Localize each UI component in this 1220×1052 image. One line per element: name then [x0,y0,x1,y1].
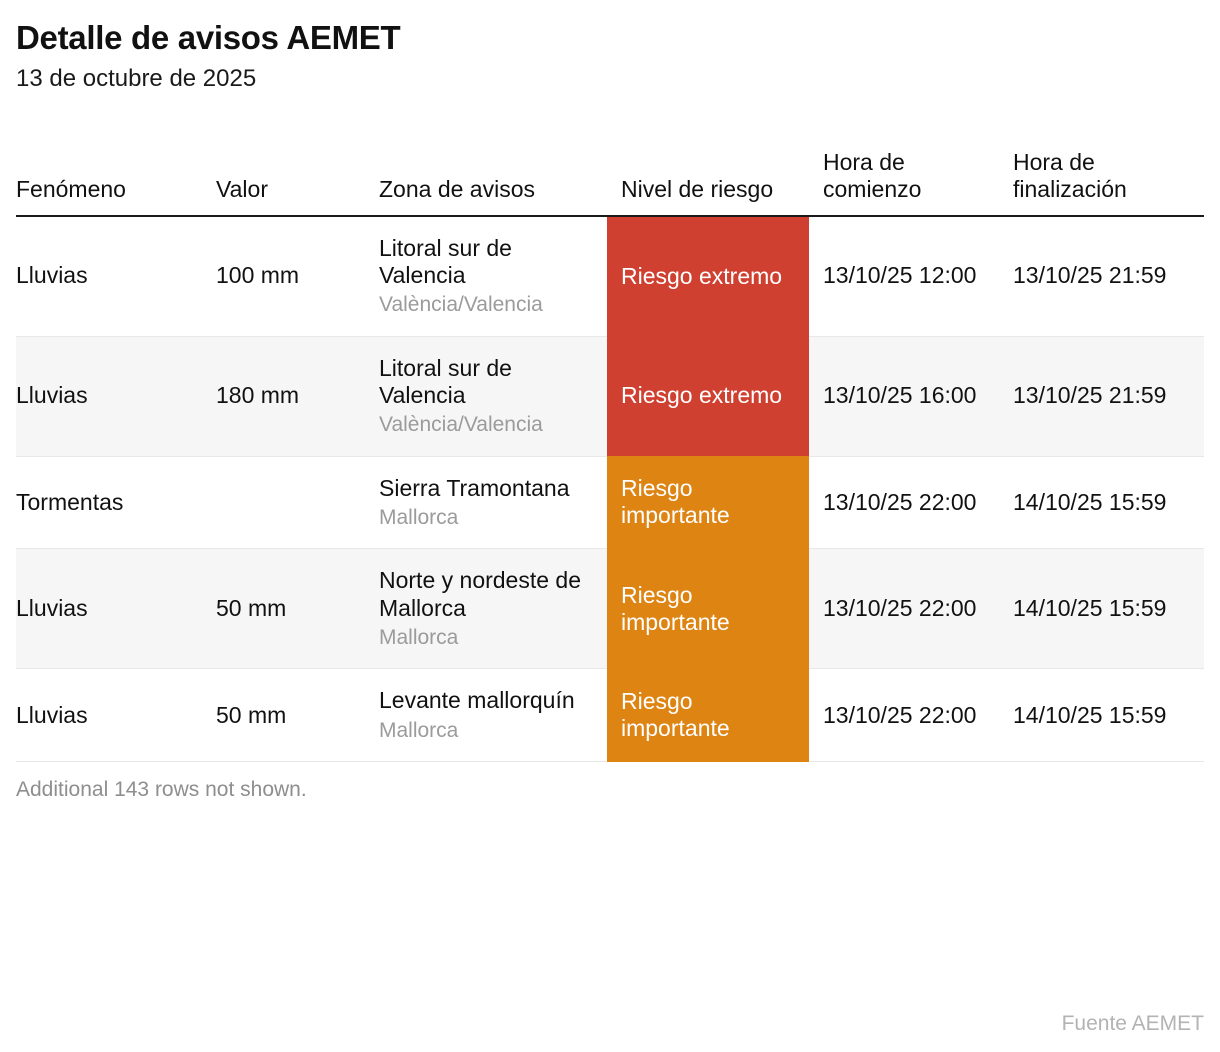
cell-hora-comienzo: 13/10/25 12:00 [809,216,999,337]
cell-fenomeno: Lluvias [16,549,216,669]
cell-hora-comienzo: 13/10/25 22:00 [809,549,999,669]
zona-name: Litoral sur de Valencia [379,234,512,288]
column-header-hora-finalizacion: Hora de finalización [1013,148,1127,202]
avisos-table [16,149,1204,763]
column-header-zona: Zona de avisos [379,175,535,202]
table-body [16,216,1204,762]
cell-valor: 180 mm [216,336,379,456]
table-header [16,149,1204,216]
cell-hora-finalizacion: 14/10/25 15:59 [999,669,1204,762]
cell-nivel-riesgo: Riesgo importante [607,456,809,549]
cell-zona [379,549,607,669]
table-row [16,669,1204,762]
zona-province: València/Valencia [379,292,543,316]
table-row [16,549,1204,669]
zona-province: Mallorca [379,505,459,529]
zona-name: Sierra Tramontana [379,474,570,501]
cell-valor: 50 mm [216,669,379,762]
table-header-row [16,149,1204,216]
cell-valor: 100 mm [216,216,379,337]
column-header-fenomeno: Fenómeno [16,175,126,202]
zona-province: València/Valencia [379,412,543,436]
cell-zona [379,456,607,549]
cell-hora-finalizacion: 13/10/25 21:59 [999,336,1204,456]
zona-province: Mallorca [379,625,459,649]
cell-hora-finalizacion: 14/10/25 15:59 [999,549,1204,669]
page-subtitle: 13 de octubre de 2025 [16,65,257,93]
cell-fenomeno: Lluvias [16,669,216,762]
zona-province: Mallorca [379,718,459,742]
zona-name: Norte y nordeste de Mallorca [379,567,582,621]
zona-name: Levante mallorquín [379,687,575,714]
table-row [16,216,1204,337]
cell-zona [379,336,607,456]
column-header-nivel: Nivel de riesgo [621,175,774,202]
cell-fenomeno: Tormentas [16,456,216,549]
cell-fenomeno: Lluvias [16,216,216,337]
cell-zona [379,216,607,337]
cell-hora-comienzo: 13/10/25 16:00 [809,336,999,456]
table-row [16,336,1204,456]
column-header-hora-comienzo: Hora de comienzo [823,148,922,202]
table-footnote: Additional 143 rows not shown. [16,778,307,802]
cell-valor [216,456,379,549]
cell-nivel-riesgo: Riesgo extremo [607,336,809,456]
cell-nivel-riesgo: Riesgo importante [607,549,809,669]
cell-nivel-riesgo: Riesgo extremo [607,216,809,337]
zona-name: Litoral sur de Valencia [379,354,512,408]
cell-hora-comienzo: 13/10/25 22:00 [809,456,999,549]
cell-fenomeno: Lluvias [16,336,216,456]
cell-nivel-riesgo: Riesgo importante [607,669,809,762]
page-title: Detalle de avisos AEMET [16,19,401,56]
table-row [16,456,1204,549]
source-credit: Fuente AEMET [1061,1012,1204,1035]
cell-hora-finalizacion: 13/10/25 21:59 [999,216,1204,337]
cell-valor: 50 mm [216,549,379,669]
cell-zona [379,669,607,762]
column-header-valor: Valor [216,175,268,202]
cell-hora-finalizacion: 14/10/25 15:59 [999,456,1204,549]
cell-hora-comienzo: 13/10/25 22:00 [809,669,999,762]
